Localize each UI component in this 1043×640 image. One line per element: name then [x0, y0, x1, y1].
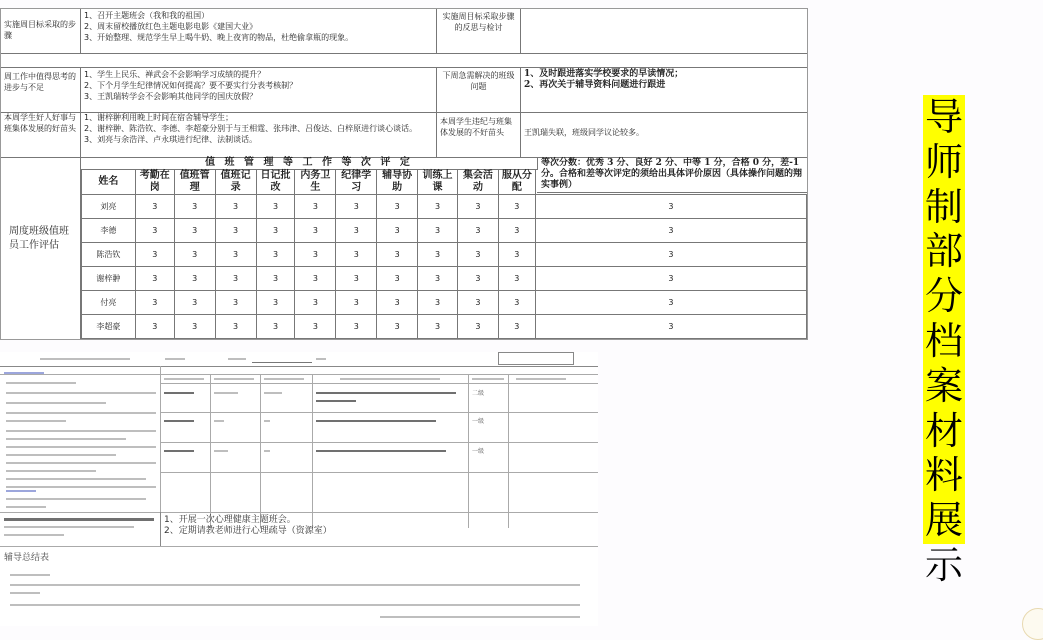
score-cell: 3: [418, 195, 458, 219]
score-cell: 3: [135, 243, 174, 267]
cell-text: [316, 450, 446, 452]
score-cell: 3: [498, 195, 535, 219]
evaluation-label: 周度班级值班员工作评估: [1, 157, 81, 340]
person-name: 李德: [82, 219, 136, 243]
score-cell: 3: [256, 267, 295, 291]
score-cell: 3: [215, 267, 256, 291]
student-name: [164, 450, 194, 452]
score-cell: 3: [295, 219, 336, 243]
section-text: [4, 526, 134, 528]
class-weekly-report: [0, 8, 808, 340]
score-cell: 3: [336, 315, 377, 339]
col-header: [164, 378, 204, 380]
cell-text: [264, 392, 282, 394]
score-cell: 3: [135, 267, 174, 291]
duty-evaluation-section: [1, 157, 807, 340]
content-line: 3、王凯瑞转学会不会影响其他同学的国庆放假？: [84, 92, 258, 101]
student-name: [164, 392, 194, 394]
score-cell: 3: [498, 291, 535, 315]
header-text: [165, 358, 185, 360]
score-cell: 3: [458, 267, 499, 291]
title-char: 部: [924, 229, 963, 274]
score-cell: 3: [256, 291, 295, 315]
title-char: 档: [924, 318, 963, 363]
header-text: [228, 358, 246, 360]
score-cell: 3: [418, 315, 458, 339]
grid-line: [160, 472, 598, 473]
plan-line: 2、定期请教老师进行心理疏导（资源室）: [164, 526, 332, 536]
col-header: [516, 378, 566, 380]
header-text: [40, 358, 130, 360]
underline: [252, 362, 312, 363]
content-line: 2、周末留校播放红色主题电影电影《建国大业》: [84, 22, 258, 31]
score-cell: 3: [458, 243, 499, 267]
grid-line: [160, 383, 598, 384]
score-cell: 3: [295, 267, 336, 291]
score-cell: 3: [498, 315, 535, 339]
score-cell: 3: [336, 219, 377, 243]
score-cell: 3: [295, 291, 336, 315]
grading-note: 等次分数：优秀 3 分、良好 2 分、中等 1 分，合格 0 分，差-1 分。合格和差等次评定的须给出具体评价原因（具体操作问题的翔实事例）: [537, 157, 808, 193]
remark-cell: 3: [535, 219, 806, 243]
title-char: 案: [924, 363, 963, 408]
left-text: [6, 382, 76, 384]
grid-line: [0, 366, 598, 367]
header-cell: 集会活动: [458, 170, 499, 195]
counseling-record-scan: [0, 352, 598, 626]
score-cell: 3: [377, 315, 418, 339]
summary-text: [10, 574, 50, 576]
score-cell: 3: [174, 315, 215, 339]
title-char: 示: [924, 542, 963, 587]
content-line: 3、开始整理、规范学生早上喝牛奶、晚上夜宵的物品，杜绝偷拿瓶的现象。: [84, 33, 354, 42]
header-cell: 纪律学习: [336, 170, 377, 195]
header-cell: 考勤在岗: [135, 170, 174, 195]
score-cell: 3: [215, 219, 256, 243]
col-header: [472, 378, 504, 380]
remark-cell: 3: [535, 267, 806, 291]
score-cell: 3: [336, 195, 377, 219]
cell-text: [316, 400, 356, 402]
title-char: 展: [924, 498, 963, 543]
score-cell: 3: [295, 195, 336, 219]
score-cell: 3: [135, 315, 174, 339]
score-cell: 3: [215, 195, 256, 219]
score-cell: 3: [418, 291, 458, 315]
left-text: [6, 446, 156, 448]
title-char: 制: [924, 184, 963, 229]
grid-line: [210, 374, 211, 528]
score-cell: 3: [256, 315, 295, 339]
grid-line: [160, 512, 161, 546]
person-name: 刘亮: [82, 195, 136, 219]
person-name: 谢梓翀: [82, 267, 136, 291]
person-name: 付亮: [82, 291, 136, 315]
score-cell: 3: [215, 315, 256, 339]
score-cell: 3: [174, 267, 215, 291]
row-right-label: 本周学生违纪与班集体发展的不好苗头: [437, 111, 521, 157]
score-cell: 3: [174, 195, 215, 219]
score-cell: 3: [418, 243, 458, 267]
score-cell: 3: [215, 291, 256, 315]
row-content: [81, 9, 437, 53]
header-cell: 服从分配: [498, 170, 535, 195]
score-cell: 3: [418, 219, 458, 243]
score-cell: 3: [256, 243, 295, 267]
grid-line: [160, 442, 598, 443]
score-cell: 3: [256, 195, 295, 219]
row-right-label: 下周急需解决的班级问题: [437, 68, 521, 112]
col-header: [214, 378, 254, 380]
left-text: [6, 490, 36, 492]
score-cell: 3: [135, 195, 174, 219]
cell-text: [264, 450, 270, 452]
content-line: 2、下个月学生纪律情况如何提高？要不要实行分表考核制？: [84, 81, 298, 90]
row-label: 实施周目标采取的步骤: [1, 9, 81, 53]
table-row: [82, 195, 807, 219]
header-cell: 值班记录: [215, 170, 256, 195]
evaluation-title: 值 班 管 理 等 工 作 等 次 评 定: [81, 157, 538, 170]
left-text: [6, 478, 146, 480]
title-char: 料: [924, 453, 963, 498]
score-cell: 3: [336, 267, 377, 291]
remark-cell: 3: [535, 315, 806, 339]
table-row: [82, 267, 807, 291]
title-char: 分: [924, 274, 963, 319]
section-label: [4, 372, 44, 374]
score-cell: 3: [377, 243, 418, 267]
score-cell: 3: [336, 291, 377, 315]
score-cell: 3: [174, 291, 215, 315]
report-row-weekly-goal: [1, 9, 807, 54]
title-char: 师: [924, 139, 963, 184]
left-text: [6, 470, 96, 472]
grid-line: [160, 412, 598, 413]
grid-line: [260, 374, 261, 528]
title-char: 材: [924, 408, 963, 453]
table-row: [82, 315, 807, 339]
cell-text: [264, 420, 270, 422]
left-text: [6, 486, 156, 488]
score-cell: 3: [498, 267, 535, 291]
score-cell: 3: [215, 243, 256, 267]
row-content: [81, 111, 437, 157]
score-cell: 3: [174, 243, 215, 267]
corner-decoration: [1022, 608, 1043, 640]
score-cell: 3: [135, 219, 174, 243]
left-text: [6, 438, 126, 440]
remark-cell: 3: [535, 291, 806, 315]
score-cell: 3: [256, 219, 295, 243]
content-line: 1、及时跟进落实学校要求的早读情况；: [524, 69, 684, 79]
grid-line: [0, 546, 598, 547]
row-content: [81, 68, 437, 112]
row-label: 本周学生好人好事与班集体发展的好苗头: [1, 111, 81, 157]
left-text: [6, 430, 156, 432]
grid-line: [312, 374, 313, 528]
left-text: [6, 402, 106, 404]
score-cell: 3: [458, 219, 499, 243]
score-cell: 3: [377, 219, 418, 243]
grid-line: [160, 366, 161, 528]
row-right-label: 实施周目标采取步骤的反思与检讨: [437, 9, 521, 53]
table-row: [82, 219, 807, 243]
remark-cell: 3: [535, 243, 806, 267]
row-right-content: [521, 9, 808, 53]
grid-line: [468, 374, 469, 528]
summary-text: [380, 616, 580, 618]
header-cell: 内务卫生: [295, 170, 336, 195]
score-cell: 一级: [472, 418, 485, 425]
header-cell: 姓名: [82, 170, 136, 195]
row-right-content: [521, 68, 808, 112]
content-line: 1、召开主题班会（我和我的祖国）: [84, 11, 210, 20]
title-char: 导: [924, 95, 963, 139]
row-right-content: 王凯瑞失联，班级同学议论较多。: [524, 128, 644, 137]
content-line: 3、刘亮与余浩洋、卢永琪进行纪律、法制谈话。: [84, 135, 258, 144]
left-text: [6, 420, 66, 422]
header-cell: 日记批改: [256, 170, 295, 195]
col-header: [264, 378, 304, 380]
score-cell: 3: [174, 219, 215, 243]
content-line: 2、谢梓翀、陈浩钦、李德、李超豪分别于与王相霆、张玮津、吕俊达、白梓原进行谈心谈话。: [84, 124, 418, 133]
report-row-good-deeds: [1, 111, 807, 158]
stamp-box: [498, 352, 574, 365]
cell-text: [316, 420, 436, 422]
plan-line: 1、开展一次心理健康主题班会。: [164, 515, 296, 525]
remark-cell: 3: [535, 195, 806, 219]
section-text: [4, 518, 154, 521]
content-line: 1、学生上民乐、禅武会不会影响学习成绩的提升？: [84, 70, 266, 79]
grid-line: [0, 374, 598, 375]
content-line: 1、谢梓翀利用晚上时间在宿舍辅导学生；: [84, 113, 234, 122]
score-cell: 3: [418, 267, 458, 291]
content-line: 2、再次关于辅导资料问题进行跟进: [524, 80, 666, 90]
score-cell: 3: [377, 267, 418, 291]
summary-text: [10, 604, 580, 606]
header-cell: 训练上课: [418, 170, 458, 195]
score-cell: 3: [498, 219, 535, 243]
score-cell: 3: [135, 291, 174, 315]
left-text: [6, 412, 156, 414]
person-name: 李超豪: [82, 315, 136, 339]
header-text: [316, 358, 326, 360]
header-cell: 值班管理: [174, 170, 215, 195]
cell-text: [214, 392, 238, 394]
score-cell: 二级: [472, 390, 485, 397]
evaluation-table: [81, 169, 807, 339]
student-name: [164, 420, 194, 422]
header-row: [82, 170, 807, 195]
score-cell: 3: [458, 195, 499, 219]
cell-text: [214, 450, 228, 452]
score-cell: 一级: [472, 448, 485, 455]
grid-line: [0, 512, 598, 513]
row-label: 周工作中值得思考的进步与不足: [1, 68, 81, 112]
left-text: [6, 454, 116, 456]
score-cell: 3: [295, 243, 336, 267]
left-text: [6, 506, 46, 508]
score-cell: 3: [336, 243, 377, 267]
left-text: [6, 392, 156, 394]
summary-text: [10, 584, 580, 586]
left-text: [6, 462, 156, 464]
header-cell-blank: [535, 170, 806, 195]
score-cell: 3: [295, 315, 336, 339]
left-text: [6, 498, 146, 500]
score-cell: 3: [458, 315, 499, 339]
plan-text: [164, 515, 332, 537]
grid-line: [508, 374, 509, 528]
summary-title: 辅导总结表: [4, 553, 50, 563]
col-header: [340, 378, 440, 380]
side-title: [923, 95, 965, 587]
score-cell: 3: [377, 195, 418, 219]
cell-text: [316, 392, 456, 394]
summary-text: [10, 592, 40, 594]
section-text: [4, 534, 64, 536]
report-row-reflection: [1, 67, 807, 113]
person-name: 陈浩钦: [82, 243, 136, 267]
score-cell: 3: [458, 291, 499, 315]
header-cell: 辅导协助: [377, 170, 418, 195]
cell-text: [214, 420, 224, 422]
score-cell: 3: [498, 243, 535, 267]
table-row: [82, 243, 807, 267]
table-row: [82, 291, 807, 315]
score-cell: 3: [377, 291, 418, 315]
